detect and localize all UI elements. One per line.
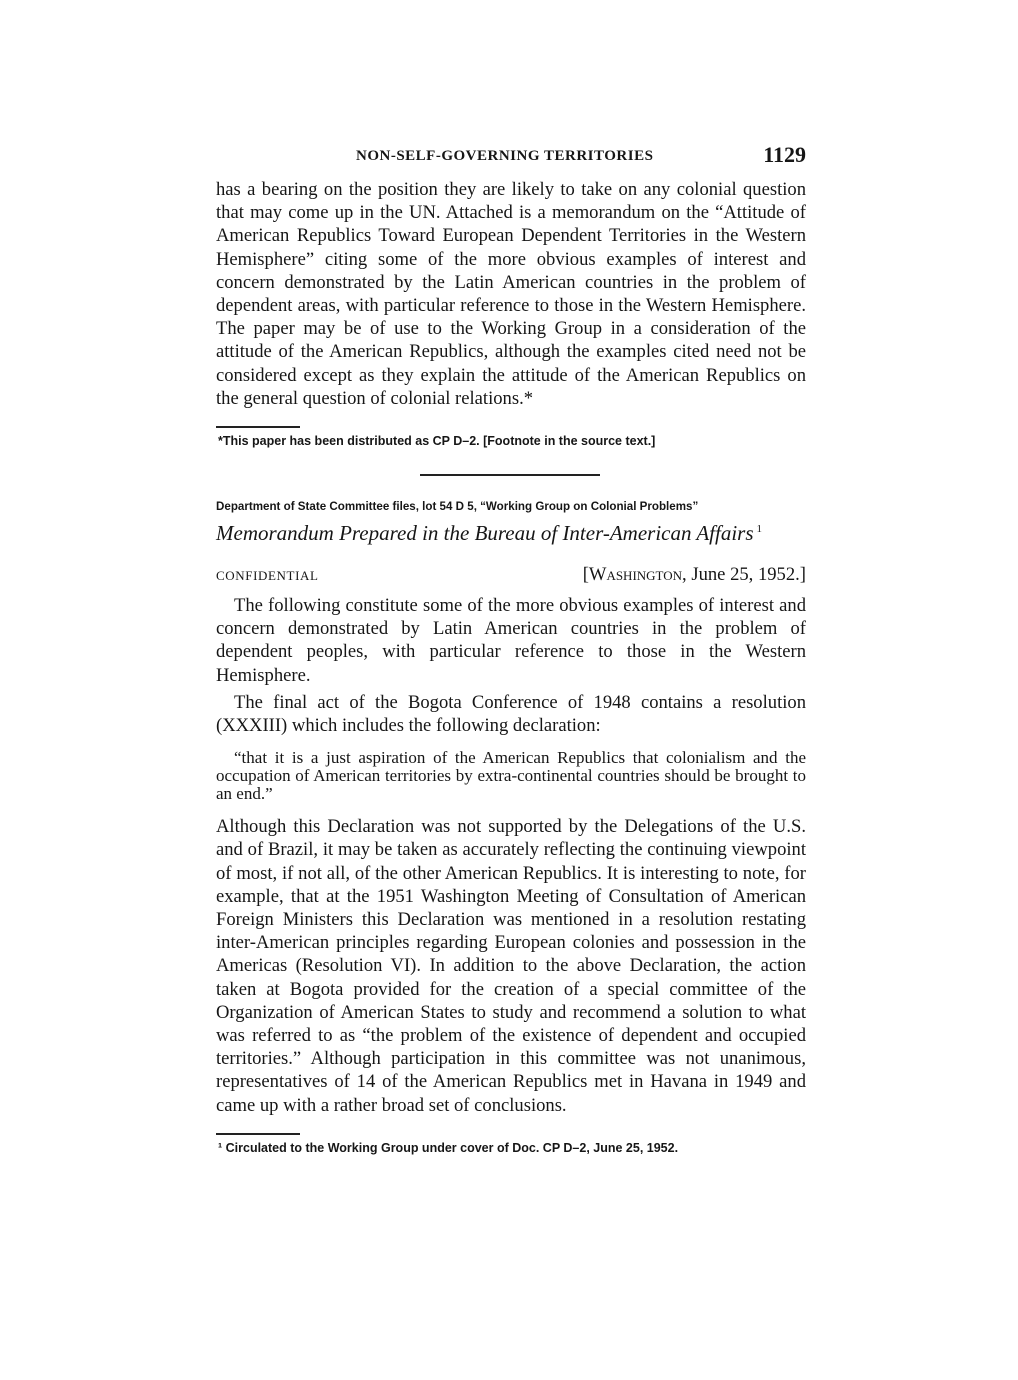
declaration-quote: “that it is a just aspiration of the American Republics that colonialism and the occupation of American territories by extra-continental countries should be brought to an end.”	[216, 748, 806, 804]
body-paragraph-1: The following constitute some of the more obvious examples of interest and concern demonstrated by Latin American countries in the problem of dependent peoples, with particular reference to those in the Western Hemisphere.	[216, 595, 806, 686]
document-title-text: Memorandum Prepared in the Bureau of Inter-American Affairs	[216, 521, 754, 546]
source-line: Department of State Committee files, lot 54 D 5, “Working Group on Colonial Problems”	[216, 500, 699, 514]
footnote-divider	[216, 426, 300, 428]
title-footnote-mark: 1	[756, 523, 763, 536]
section-divider	[420, 474, 600, 476]
page-number: 1129	[763, 142, 806, 167]
dateline-open: [	[582, 564, 589, 586]
footnote-divider-2	[216, 1133, 300, 1135]
body-paragraph-2: The final act of the Bogota Conference of 1948 contains a resolution (XXXIII) which includes the following declaration:	[216, 691, 806, 737]
running-title: NON-SELF-GOVERNING TERRITORIES	[356, 148, 654, 164]
classification: CONFIDENTIAL	[216, 568, 319, 584]
body-paragraph-3: Although this Declaration was not supported by the Delegations of the U.S. and of Brazil, it may be taken as accurately reflecting the continuing viewpoint of most, if not all, of the other American Republics. It is interesting to note, for example, that at the 1951 Washington Meeting of Consultation of American Foreign Ministers this Declaration was mentioned in a resolution restating inter-American principles regarding European colonies and possession in the Americas (Resolution VI). In addition to the above Declaration, the action taken at Bogota provided for the creation of a special committee of the Organization of American States to study and recommend a solution to what was referred to as “the problem of the existence of dependent and occupied territories.” Although participation in this committee was not unanimous, representatives of 14 of the American Republics met in Havana in 1949 and came up with a rather broad set of conclusions.	[216, 816, 806, 1116]
dateline	[583, 564, 806, 586]
dateline-date: , June 25, 1952.]	[682, 564, 806, 586]
page	[216, 138, 806, 1155]
footnote-circulated: ¹ Circulated to the Working Group under cover of Doc. CP D–2, June 25, 1952.	[218, 1140, 679, 1155]
dateline-place: Washington	[588, 564, 683, 586]
running-head	[216, 138, 806, 178]
classification-row	[216, 564, 806, 590]
intro-paragraph: has a bearing on the position they are likely to take on any colonial question that may come up in the UN. Attached is a memorandum on the “Attitude of American Republics Toward European Dependent Territories in the Western Hemisphere” citing some of the more obvious examples of interest and concern demonstrated by the Latin American countries in the problem of dependent areas, with particular reference to those in the Western Hemisphere. The paper may be of use to the Working Group in a consideration of the attitude of the American Republics, although the examples cited need not be considered except as they explain the attitude of the American Republics on the general question of colonial relations.*	[216, 179, 806, 409]
footnote-distributed: *This paper has been distributed as CP D–2. [Footnote in the source text.]	[218, 434, 656, 449]
document-title	[216, 521, 806, 546]
